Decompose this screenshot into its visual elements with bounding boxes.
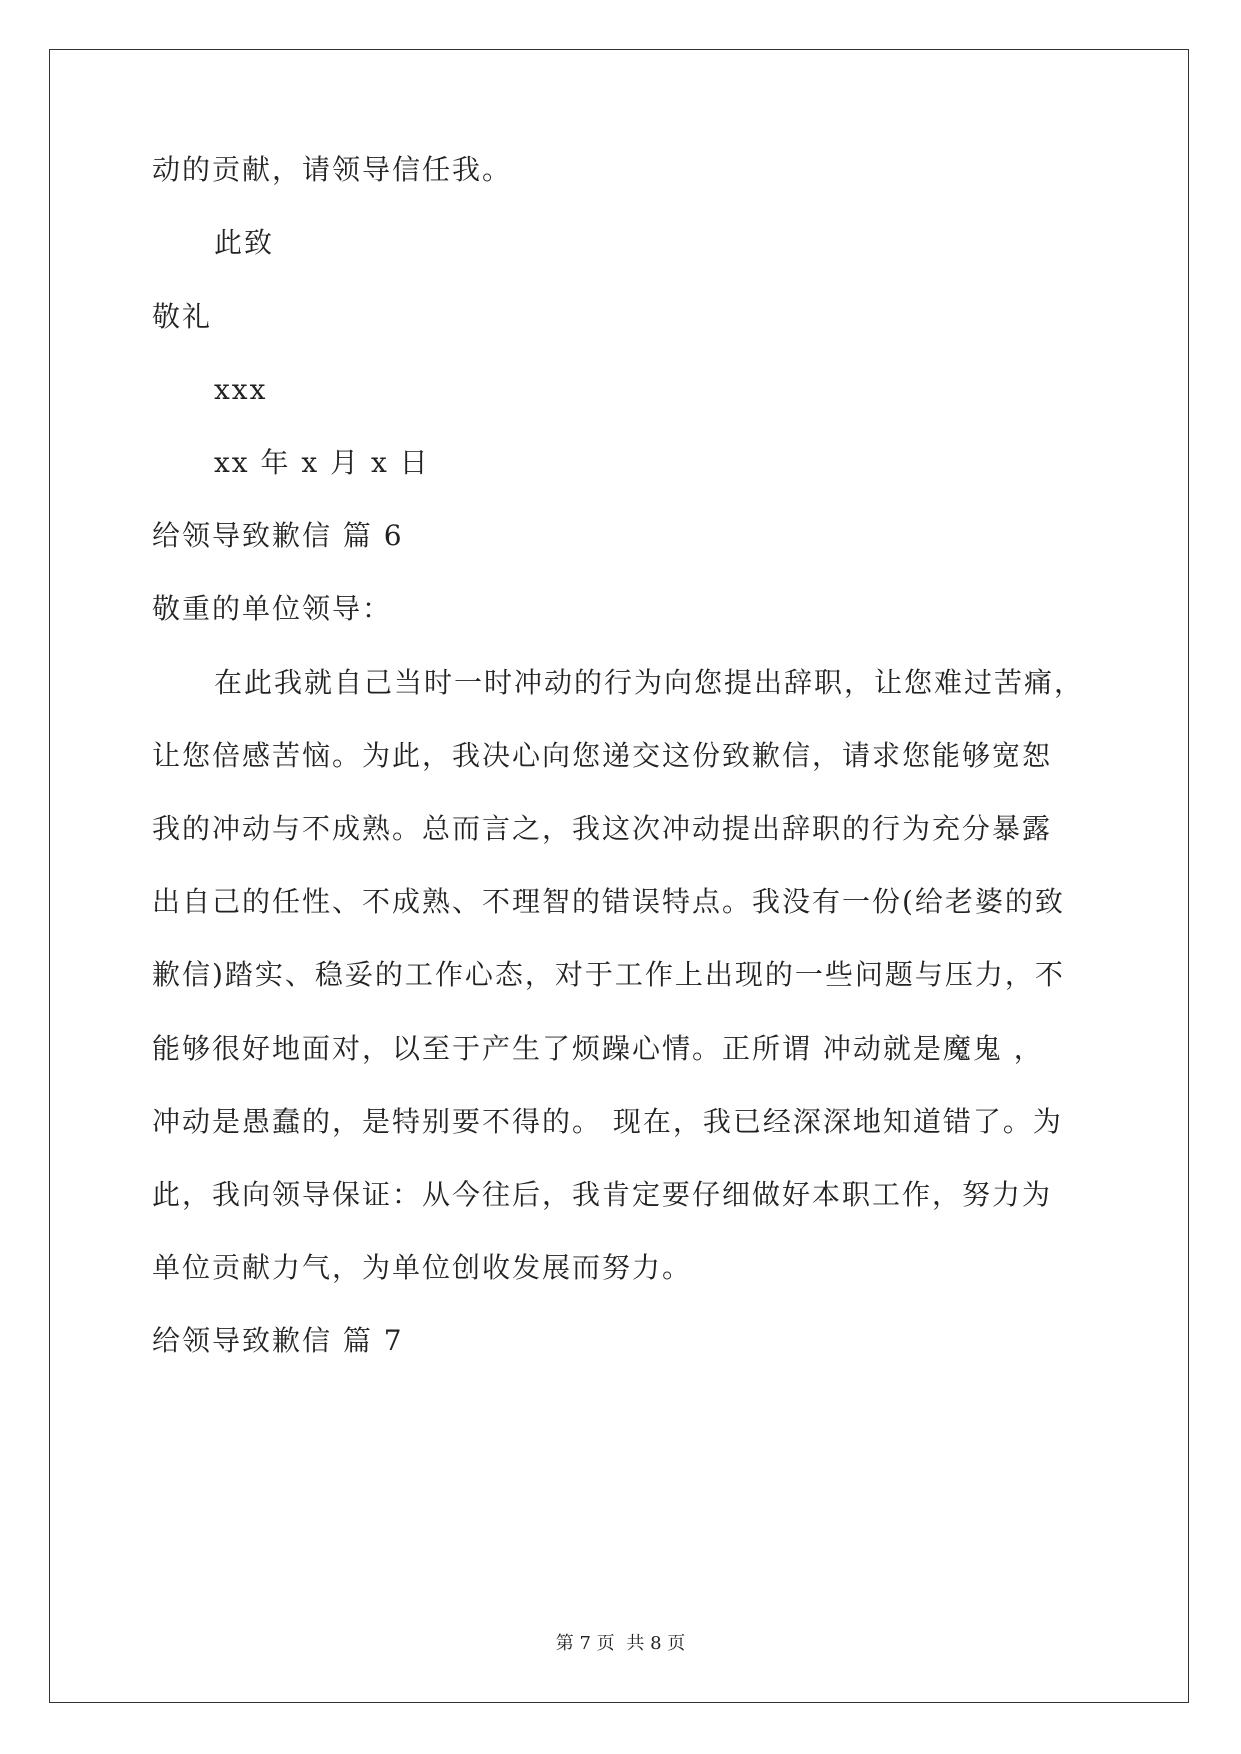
paragraph-line: 能够很好地面对，以至于产生了烦躁心情。正所谓 冲动就是魔鬼 ， (152, 1032, 1044, 1065)
paragraph-line: 出自己的任性、不成熟、不理智的错误特点。我没有一份(给老婆的致 (152, 885, 1065, 918)
letter-greeting: 敬重的单位领导： (152, 592, 393, 625)
current-page-number: 第 7 页 (555, 1633, 615, 1654)
signature-name: xxx (214, 373, 268, 406)
section-heading-6: 给领导致歉信 篇 6 (152, 519, 404, 552)
paragraph-line: 歉信)踏实、稳妥的工作心态，对于工作上出现的一些问题与压力，不 (152, 958, 1065, 991)
text-line-continuation: 动的贡献，请领导信任我。 (152, 153, 513, 186)
page-border (49, 49, 1189, 1703)
paragraph-line: 在此我就自己当时一时冲动的行为向您提出辞职，让您难过苦痛， (214, 666, 1085, 699)
paragraph-line: 让您倍感苦恼。为此，我决心向您递交这份致歉信，请求您能够宽恕 (152, 739, 1053, 772)
section-heading-7: 给领导致歉信 篇 7 (152, 1324, 404, 1357)
paragraph-line: 此，我向领导保证：从今往后，我肯定要仔细做好本职工作，努力为 (152, 1178, 1053, 1211)
paragraph-line: 我的冲动与不成熟。总而言之，我这次冲动提出辞职的行为充分暴露 (152, 812, 1053, 845)
page-footer (0, 1632, 1241, 1656)
closing-salutation: 此致 (214, 226, 275, 259)
paragraph-line: 单位贡献力气，为单位创收发展而努力。 (152, 1251, 693, 1284)
total-page-count: 共 8 页 (626, 1633, 686, 1654)
paragraph-line: 冲动是愚蠢的，是特别要不得的。 现在，我已经深深地知道错了。为 (152, 1105, 1063, 1138)
signature-date: xx 年 x 月 x 日 (214, 446, 430, 479)
closing-regards: 敬礼 (152, 300, 213, 333)
